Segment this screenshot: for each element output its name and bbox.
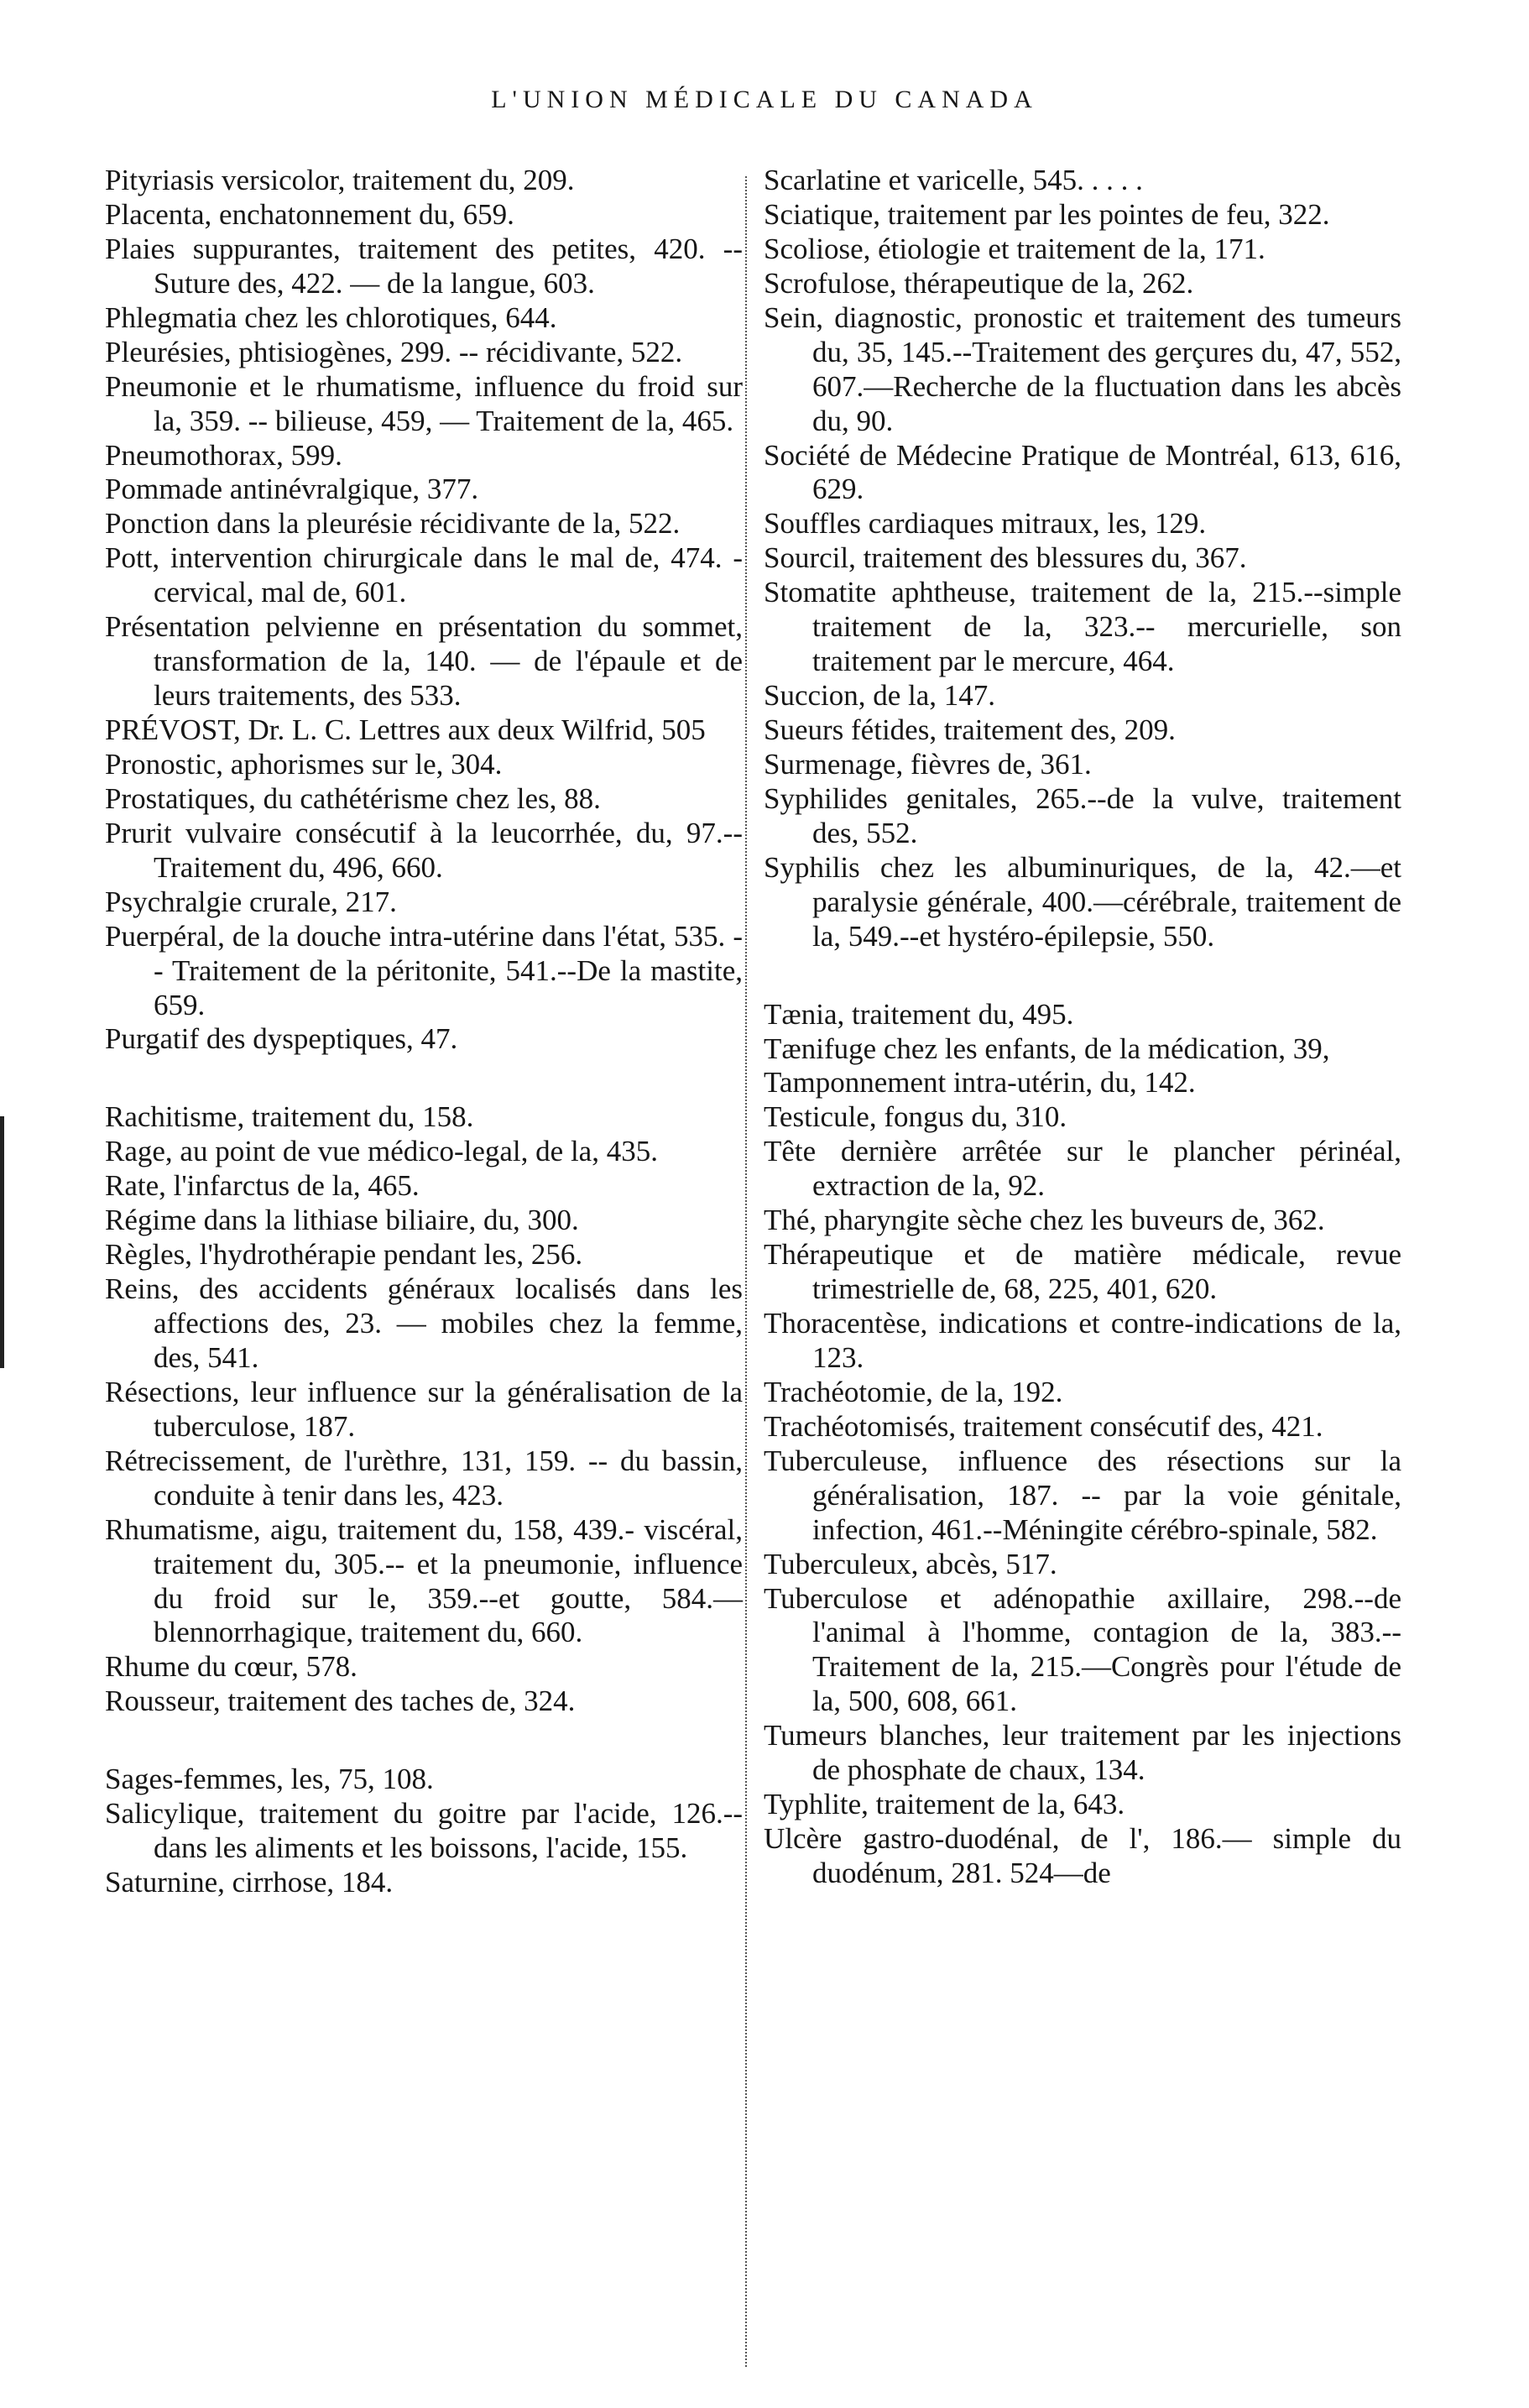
index-entry: Pleurésies, phtisiogènes, 299. -- récidivante, 522. — [105, 335, 683, 368]
index-entry: Salicylique, traitement du goitre par l'acide, 126.--dans les aliments et les boissons, l'acide, 155. — [105, 1797, 743, 1865]
index-entry: Ulcère gastro-duodénal, de l', 186.— simple du duodénum, 281. 524—de — [764, 1822, 1401, 1889]
index-entry: Syphilis chez les albuminuriques, de la, 42.—et paralysie générale, 400.—cérébrale, traitement de la, 549.--et hystéro-épilepsie, 550. — [764, 850, 1401, 953]
index-entry: Prostatiques, du cathétérisme chez les, 88. — [105, 781, 601, 815]
index-entry: Rhumatisme, aigu, traitement du, 158, 439.- viscéral, traitement du, 305.-- et la pneumonie, influence du froid sur le, 359.--et goutte, 584.—blennorrhagique, traitement du, 660. — [105, 1512, 743, 1649]
index-entry: Thérapeutique et de matière médicale, revue trimestrielle de, 68, 225, 401, 620. — [764, 1238, 1401, 1306]
index-entry: Purgatif des dyspeptiques, 47. — [105, 1022, 458, 1056]
index-entry: Scarlatine et varicelle, 545. . . . . — [764, 164, 1143, 196]
index-entry: Rétrecissement, de l'urèthre, 131, 159. -- du bassin, conduite à tenir dans les, 423. — [105, 1444, 743, 1512]
index-entry: Sciatique, traitement par les pointes de feu, 322. — [764, 197, 1330, 231]
index-entry: Tuberculeux, abcès, 517. — [764, 1547, 1057, 1580]
index-entry: Succion, de la, 147. — [764, 679, 996, 713]
index-entry: Rate, l'infarctus de la, 465. — [105, 1169, 420, 1203]
index-entry: Tuberculose et adénopathie axillaire, 298.--de l'animal à l'homme, contagion de la, 383.--Traitement de la, 215.—Congrès pour l'étude de la, 500, 608, 661. — [764, 1581, 1401, 1718]
index-entry: Présentation pelvienne en présentation du sommet, transformation de la, 140. — de l'épaule et de leurs traitements, des 533. — [105, 610, 743, 713]
index-entry: Prurit vulvaire consécutif à la leucorrhée, du, 97.--Traitement du, 496, 660. — [105, 816, 743, 884]
index-entry: Pneumothorax, 599. — [105, 438, 342, 472]
index-entry: Tamponnement intra-utérin, du, 142. — [764, 1066, 1196, 1100]
index-entry: Tête dernière arrêtée sur le plancher périnéal, extraction de la, 92. — [764, 1135, 1401, 1203]
running-header: L'UNION MÉDICALE DU CANADA — [491, 86, 1038, 113]
index-entry: Psychralgie crurale, 217. — [105, 885, 397, 918]
section-gap — [764, 954, 1401, 998]
index-entry: Scoliose, étiologie et traitement de la, 171. — [764, 232, 1265, 265]
column-divider — [745, 176, 747, 2367]
index-entry: Sein, diagnostic, pronostic et traitement des tumeurs du, 35, 145.--Traitement des gerçures du, 47, 552, 607.—Recherche de la fluctuation dans les abcès du, 90. — [764, 300, 1401, 437]
index-entry: Tumeurs blanches, leur traitement par les injections de phosphate de chaux, 134. — [764, 1719, 1401, 1787]
page-edge-mark — [0, 1116, 4, 1368]
index-entry: Puerpéral, de la douche intra-utérine dans l'état, 535. -- Traitement de la péritonite, 541.--De la mastite, 659. — [105, 919, 743, 1021]
index-entry: Surmenage, fièvres de, 361. — [764, 747, 1092, 781]
index-entry: PRÉVOST, Dr. L. C. Lettres aux deux Wilfrid, 505 — [105, 713, 706, 746]
index-entry: Sages-femmes, les, 75, 108. — [105, 1763, 434, 1796]
index-entry: Rhume du cœur, 578. — [105, 1650, 357, 1684]
index-entry: Scrofulose, thérapeutique de la, 262. — [764, 266, 1194, 300]
index-entry: Pronostic, aphorismes sur le, 304. — [105, 747, 503, 781]
index-entry: Rage, au point de vue médico-legal, de la, 435. — [105, 1135, 658, 1168]
index-entry: Reins, des accidents généraux localisés dans les affections des, 23. — mobiles chez la femme, des, 541. — [105, 1272, 743, 1374]
index-entry: Sourcil, traitement des blessures du, 367. — [764, 541, 1247, 575]
index-entry: Phlegmatia chez les chlorotiques, 644. — [105, 300, 557, 334]
index-entry: Tuberculeuse, influence des résections sur la généralisation, 187. -- par la voie génitale, infection, 461.--Méningite cérébro-spinale, 582. — [764, 1444, 1401, 1546]
index-entry: Stomatite aphtheuse, traitement de la, 215.--simple traitement de la, 323.-- mercurielle, son traitement par le mercure, 464. — [764, 576, 1401, 678]
index-entry: Trachéotomie, de la, 192. — [764, 1375, 1063, 1408]
index-entry: Ponction dans la pleurésie récidivante de la, 522. — [105, 507, 681, 541]
index-entry: Thé, pharyngite sèche chez les buveurs de, 362. — [764, 1204, 1325, 1237]
index-entry: Pommade antinévralgique, 377. — [105, 473, 479, 506]
index-entry: Syphilides genitales, 265.--de la vulve, traitement des, 552. — [764, 781, 1401, 849]
index-entry: Pott, intervention chirurgicale dans le mal de, 474. - cervical, mal de, 601. — [105, 541, 743, 609]
index-entry: Résections, leur influence sur la généralisation de la tuberculose, 187. — [105, 1375, 743, 1443]
index-entry: Sueurs fétides, traitement des, 209. — [764, 713, 1176, 746]
index-entry: Règles, l'hydrothérapie pendant les, 256. — [105, 1238, 583, 1272]
index-entry: Tænifuge chez les enfants, de la médication, 39, — [764, 1032, 1330, 1065]
index-column-right — [764, 164, 1401, 1891]
section-gap — [105, 1057, 743, 1100]
index-entry: Trachéotomisés, traitement consécutif des, 421. — [764, 1409, 1323, 1443]
index-entry: Souffles cardiaques mitraux, les, 129. — [764, 507, 1207, 541]
index-entry: Thoracentèse, indications et contre-indications de la, 123. — [764, 1307, 1401, 1374]
section-gap — [105, 1719, 743, 1763]
index-entry: Typhlite, traitement de la, 643. — [764, 1788, 1125, 1821]
index-entry: Pneumonie et le rhumatisme, influence du froid sur la, 359. -- bilieuse, 459, — Traitement de la, 465. — [105, 369, 743, 437]
index-entry: Saturnine, cirrhose, 184. — [105, 1866, 394, 1899]
index-entry: Rachitisme, traitement du, 158. — [105, 1100, 474, 1134]
index-entry: Régime dans la lithiase biliaire, du, 300. — [105, 1204, 579, 1237]
index-entry: Tænia, traitement du, 495. — [764, 997, 1074, 1031]
index-column-left — [105, 164, 743, 1900]
index-entry: Testicule, fongus du, 310. — [764, 1100, 1067, 1134]
index-entry: Rousseur, traitement des taches de, 324. — [105, 1685, 576, 1718]
index-entry: Pityriasis versicolor, traitement du, 209. — [105, 164, 575, 196]
index-entry: Société de Médecine Pratique de Montréal, 613, 616, 629. — [764, 438, 1401, 506]
index-entry: Placenta, enchatonnement du, 659. — [105, 197, 514, 231]
index-entry: Plaies suppurantes, traitement des petites, 420. -- Suture des, 422. — de la langue, 603. — [105, 232, 743, 300]
